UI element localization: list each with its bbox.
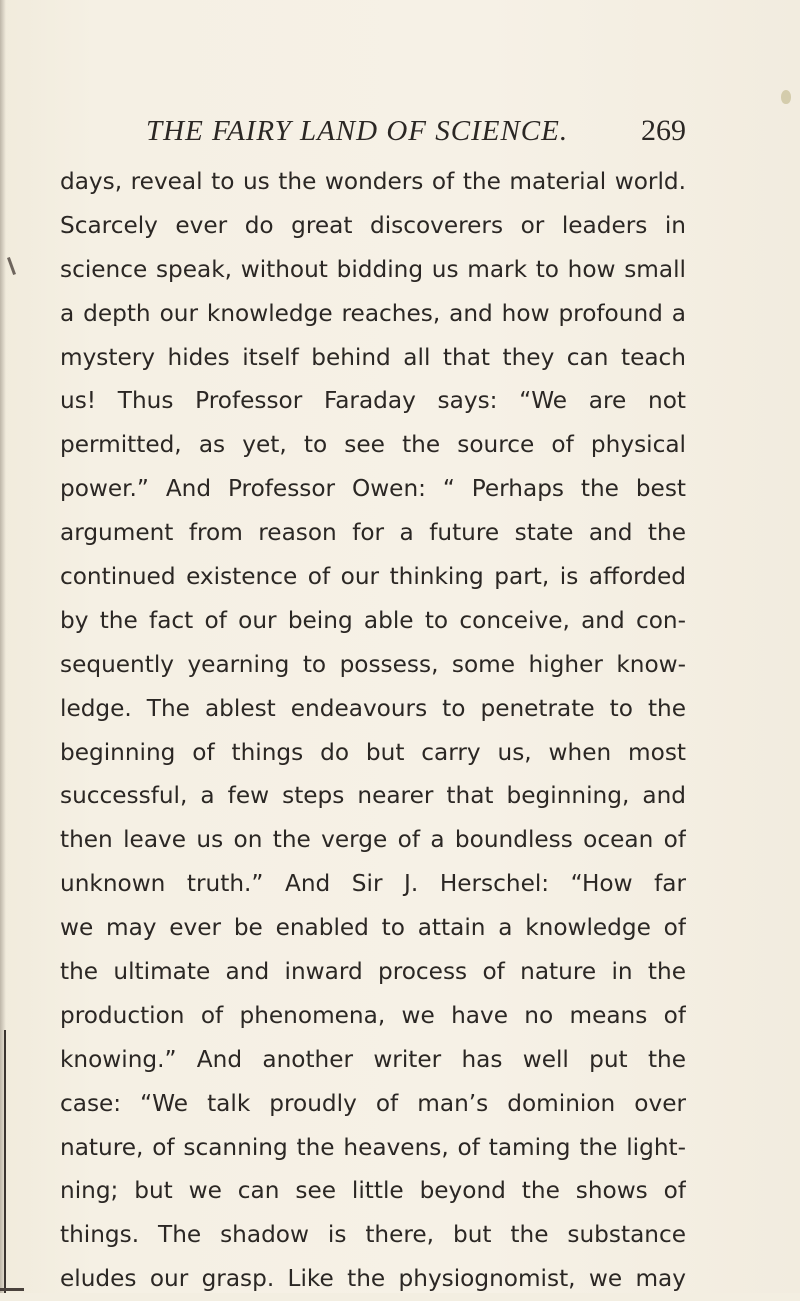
page-edge-foot xyxy=(0,1288,24,1291)
text-line: permitted, as yet, to see the source of physical xyxy=(60,431,686,459)
text-line: successful, a few steps nearer that beginning, and xyxy=(60,782,686,810)
text-line: things. The shadow is there, but the substance xyxy=(60,1221,686,1249)
text-line: sequently yearning to possess, some higher know- xyxy=(60,650,686,678)
text-line: a depth our knowledge reaches, and how profound a xyxy=(60,299,686,327)
text-line: unknown truth.” And Sir J. Herschel: “How far xyxy=(60,870,686,898)
text-line: mystery hides itself behind all that they can teach xyxy=(60,343,686,371)
text-line: by the fact of our being able to conceive, and con- xyxy=(60,606,686,634)
text-line: argument from reason for a future state and the xyxy=(60,519,686,547)
text-line: beginning of things do but carry us, when most xyxy=(60,738,686,766)
text-line: production of phenomena, we have no means of xyxy=(60,1001,686,1029)
body-text xyxy=(60,160,686,1301)
text-line: nature, of scanning the heavens, of taming the light- xyxy=(60,1133,686,1161)
text-line: then leave us on the verge of a boundless ocean of xyxy=(60,826,686,854)
paper-stain xyxy=(781,90,791,104)
text-line: continued existence of our thinking part, is afforded xyxy=(60,563,686,591)
text-line: science speak, without bidding us mark to how small xyxy=(60,255,686,283)
text-line: ning; but we can see little beyond the shows of xyxy=(60,1177,686,1205)
text-line: the ultimate and inward process of nature in the xyxy=(60,958,686,986)
text-line: power.” And Professor Owen: “ Perhaps the best xyxy=(60,475,686,503)
text-line: us! Thus Professor Faraday says: “We are not xyxy=(60,387,686,415)
margin-mark xyxy=(7,257,16,275)
running-header xyxy=(146,112,686,152)
text-line: Scarcely ever do great discoverers or leaders in xyxy=(60,211,686,239)
running-title: THE FAIRY LAND OF SCIENCE. xyxy=(146,115,569,147)
page-number: 269 xyxy=(641,114,686,147)
text-line: case: “We talk proudly of man’s dominion over xyxy=(60,1089,686,1117)
text-line: ledge. The ablest endeavours to penetrate to the xyxy=(60,694,686,722)
text-line: knowing.” And another writer has well put the xyxy=(60,1045,686,1073)
text-line: eludes our grasp. Like the physiognomist, we may xyxy=(60,1265,686,1293)
text-line: we may ever be enabled to attain a knowledge of xyxy=(60,914,686,942)
text-line: days, reveal to us the wonders of the material world. xyxy=(60,168,686,195)
page-edge-line xyxy=(4,1030,6,1293)
